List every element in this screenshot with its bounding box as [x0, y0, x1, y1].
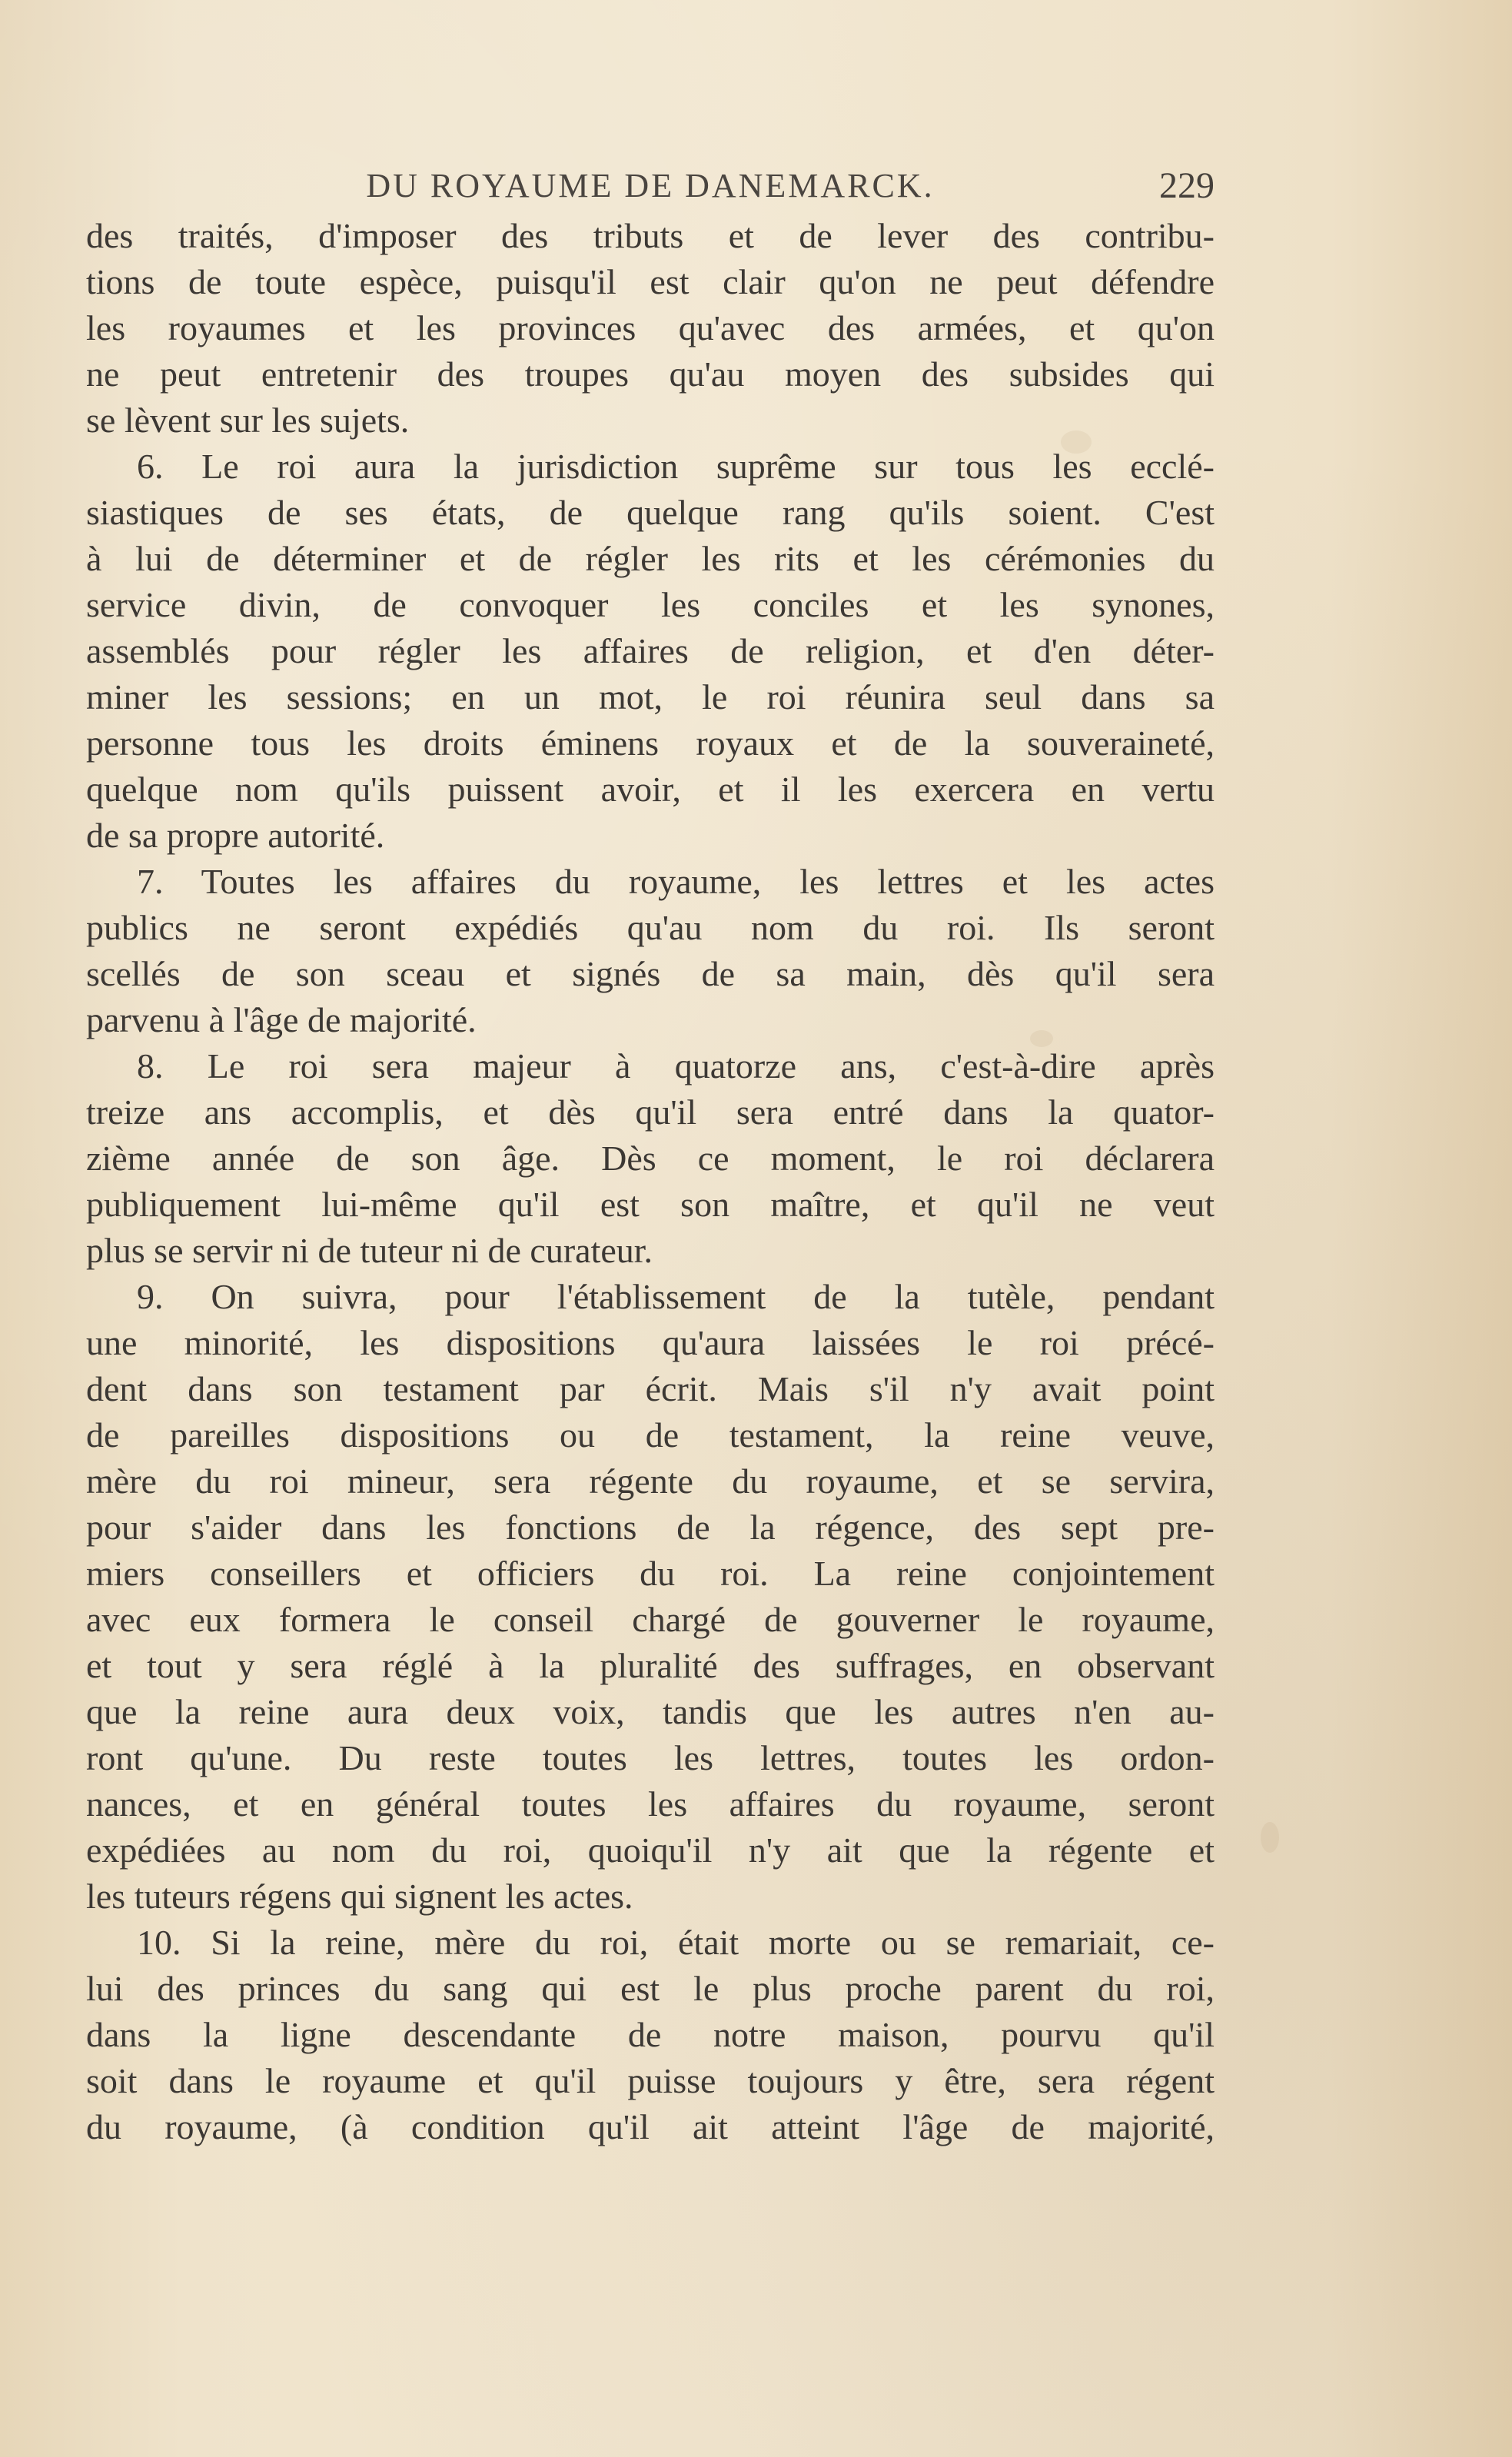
text-line: miner les sessions; en un mot, le roi réunira seul dans sa — [86, 677, 1215, 716]
text-line: expédiées au nom du roi, quoiqu'il n'y ait que la régente et — [86, 1830, 1215, 1870]
text-line: plus se servir ni de tuteur ni de curateur. — [86, 1231, 653, 1270]
article-9-start: 9. On suivra, pour l'établissement de la tutèle, pendant — [137, 1277, 1215, 1316]
text-line: soit dans le royaume et qu'il puisse toujours y être, sera régent — [86, 2061, 1215, 2100]
text-line: les tuteurs régens qui signent les actes. — [86, 1877, 633, 1916]
text-line: à lui de déterminer et de régler les rits et les cérémonies du — [86, 539, 1215, 578]
text-line: tions de toute espèce, puisqu'il est clair qu'on ne peut défendre — [86, 262, 1215, 301]
text-line: treize ans accomplis, et dès qu'il sera entré dans la quator- — [86, 1092, 1215, 1132]
text-line: pour s'aider dans les fonctions de la régence, des sept pre- — [86, 1508, 1215, 1547]
text-line: les royaumes et les provinces qu'avec des armées, et qu'on — [86, 308, 1215, 347]
article-10-start: 10. Si la reine, mère du roi, était morte ou se remariait, ce- — [137, 1923, 1215, 1962]
text-line: dent dans son testament par écrit. Mais s'il n'y avait point — [86, 1369, 1215, 1408]
text-line: nances, et en général toutes les affaires du royaume, seront — [86, 1784, 1215, 1824]
text-line: publiquement lui-même qu'il est son maître, et qu'il ne veut — [86, 1185, 1215, 1224]
running-title: DU ROYAUME DE DANEMARCK. — [366, 167, 935, 204]
article-8-start: 8. Le roi sera majeur à quatorze ans, c'est-à-dire après — [137, 1046, 1215, 1086]
text-line: assemblés pour régler les affaires de religion, et d'en déter- — [86, 631, 1215, 670]
text-line: miers conseillers et officiers du roi. La reine conjointement — [86, 1554, 1215, 1593]
text-line: que la reine aura deux voix, tandis que les autres n'en au- — [86, 1692, 1215, 1731]
running-head — [86, 165, 1215, 211]
text-line: scellés de son sceau et signés de sa main, dès qu'il sera — [86, 954, 1215, 993]
text-line: quelque nom qu'ils puissent avoir, et il les exercera en vertu — [86, 770, 1215, 809]
text-line: lui des princes du sang qui est le plus proche parent du roi, — [86, 1969, 1215, 2008]
text-line: publics ne seront expédiés qu'au nom du roi. Ils seront — [86, 908, 1215, 947]
text-line: de pareilles dispositions ou de testament, la reine veuve, — [86, 1415, 1215, 1455]
paper-stain — [1261, 1822, 1279, 1853]
text-line: parvenu à l'âge de majorité. — [86, 1000, 477, 1039]
page-number: 229 — [1159, 165, 1215, 206]
text-line: zième année de son âge. Dès ce moment, le roi déclarera — [86, 1139, 1215, 1178]
text-line: dans la ligne descendante de notre maison, pourvu qu'il — [86, 2015, 1215, 2054]
text-line: avec eux formera le conseil chargé de gouverner le royaume, — [86, 1600, 1215, 1639]
text-line: se lèvent sur les sujets. — [86, 401, 410, 440]
text-line: et tout y sera réglé à la pluralité des suffrages, en observant — [86, 1646, 1215, 1685]
text-line: service divin, de convoquer les conciles et les synones, — [86, 585, 1215, 624]
text-line: mère du roi mineur, sera régente du royaume, et se servira, — [86, 1461, 1215, 1501]
text-line: de sa propre autorité. — [86, 816, 385, 855]
article-7-start: 7. Toutes les affaires du royaume, les lettres et les actes — [137, 862, 1215, 901]
text-line: personne tous les droits éminens royaux et de la souveraineté, — [86, 723, 1215, 763]
body-text — [86, 213, 1215, 2150]
text-line: ne peut entretenir des troupes qu'au moyen des subsides qui — [86, 354, 1215, 394]
text-line: une minorité, les dispositions qu'aura laissées le roi précé- — [86, 1323, 1215, 1362]
article-6-start: 6. Le roi aura la jurisdiction suprême sur tous les ecclé- — [137, 447, 1215, 486]
text-line: du royaume, (à condition qu'il ait atteint l'âge de majorité, — [86, 2107, 1215, 2146]
text-line: des traités, d'imposer des tributs et de lever des contribu- — [86, 216, 1215, 255]
text-line: siastiques de ses états, de quelque rang qu'ils soient. C'est — [86, 493, 1215, 532]
text-line: ront qu'une. Du reste toutes les lettres, toutes les ordon- — [86, 1738, 1215, 1777]
